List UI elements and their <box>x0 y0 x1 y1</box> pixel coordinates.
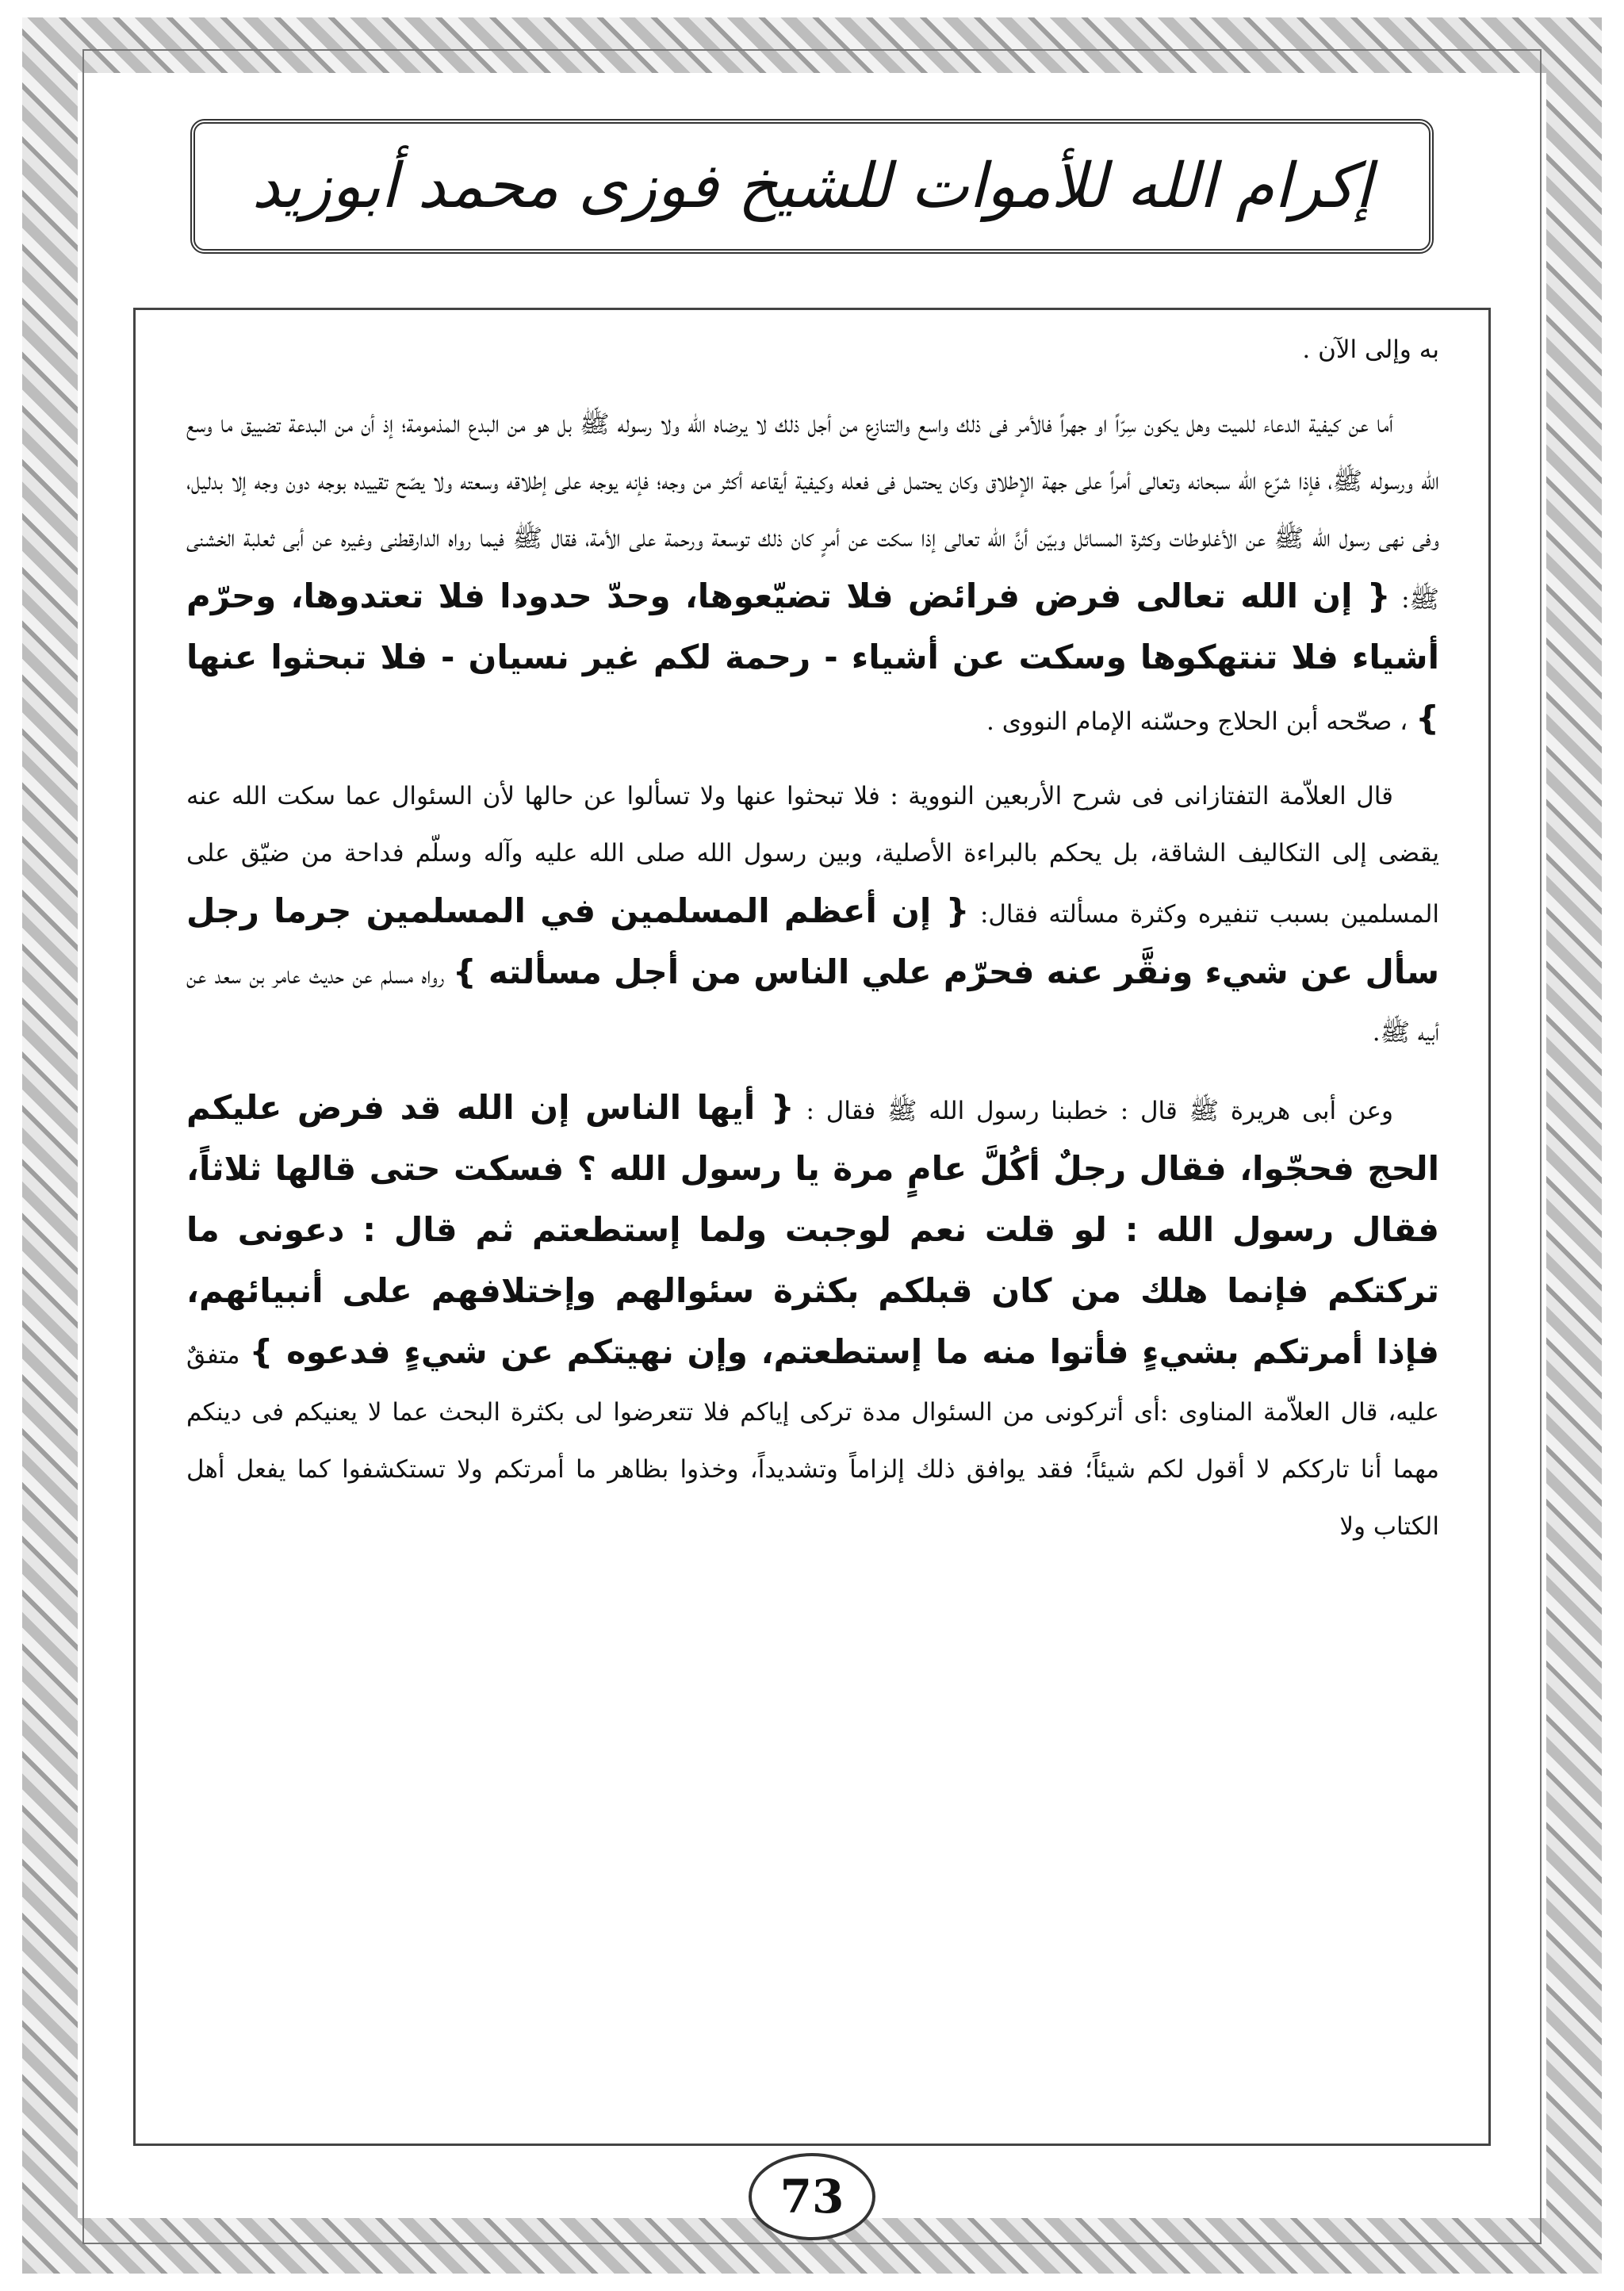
page-number-badge <box>749 2153 875 2240</box>
hadith-quote-1: { إن الله تعالى فرض فرائض فلا تضيّعوها، وحدّ حدودا فلا تعتدوها، وحرّم أشياء فلا تنتهكوها وسكت عن أشياء - رحمة لكم غير نسيان - فلا تبحثوا عنها } <box>186 577 1439 737</box>
paragraph-2-text: أما عن كيفية الدعاء للميت وهل يكون سِرّاً او جهراً فالأمر فى ذلك واسع والتنازع من أجل ذلك لا يرضاه الله ولا رسوله ﷺ بل هو من البدع المذمومة؛ إذ أن من البدعة تضييق ما وسع الله ورسوله ﷺ، فإذا شرّع الله سبحانه وتعالى أمراً على جهة الإطلاق وكان يحتمل فى فعله وكيفية أيقاعه أكثر من وجه؛ فإنه يوجه على إطلاقه وسعته ولا يصّح تقييده بوجه دون وجه إلا بدليل، وفى نهى رسول الله ﷺ عن الأغلوطات وكثرة المسائل وبيّن أنَّ الله تعالى إذا سكت عن أمرٍ كان ذلك توسعة ورحمة على الأمة، فقال ﷺ فيما رواه الدارقطنى وغيره عن أبى ثعلبة الخشنى ﷺ: <box>186 410 1440 614</box>
paragraph-4-text: وعن أبى هريرة ﷺ قال : خطبنا رسول الله ﷺ فقال : <box>806 1097 1393 1125</box>
paragraph-3-text: قال العلاّمة التفتازانى فى شرح الأربعين النووية : فلا تبحثوا عنها ولا تسألوا عن حالها لأن السئوال عما سكت الله عنه يقضى إلى التكاليف الشاقة، بل يحكم بالبراءة الأصلية، وبين رسول الله صلى الله عليه وآله وسلّم فداحة من ضيّق على المسلمين بسبب تنفيره وكثرة مسألته فقال: <box>186 782 1440 929</box>
page-body <box>186 321 1439 2026</box>
paragraph-4-commentary: متفقٌ عليه، قال العلاّمة المناوى :أى أتركونى من السئوال مدة تركى إياكم فلا تتعرضوا لى بكثرة البحث عما لا يعنيكم فى دينكم مهما أنا تارككم لا أقول لكم شيئاً؛ فقد يوافق ذلك إلزاماً وتشديداً، وخذوا بظاهر ما أمرتكم ولا تستكشفوا كما يفعل أهل الكتاب ولا <box>186 1341 1439 1541</box>
paragraph-1 <box>186 321 1439 378</box>
page-number: 73 <box>779 2170 845 2224</box>
page-title: إكرام الله للأموات للشيخ فوزى محمد أبوزيد <box>251 151 1373 222</box>
title-cartouche <box>190 119 1434 254</box>
hadith-quote-3: { أيها الناس إن الله قد فرض عليكم الحج فحجّوا، فقال رجلٌ أكُلَّ عامٍ مرة يا رسول الله ؟ فسكت حتى قالها ثلاثاً، فقال رسول الله : لو قلت نعم لوجبت ولما إستطعتم ثم قال : دعونى ما تركتكم فإنما هلك من كان قبلكم بكثرة سئوالهم وإختلافهم على أنبيائهم، فإذا أمرتكم بشيءٍ فأتوا منه ما إستطعتم، وإن نهيتكم عن شيءٍ فدعوه } <box>186 1088 1439 1371</box>
paragraph-3 <box>186 768 1439 1061</box>
paragraph-3-attribution: رواه مسلم عن حديث عامر بن سعد عن أبيه ﷺ. <box>186 961 1439 1047</box>
paragraph-2-attribution: ، صحّحه أبن الحلاج وحسّنه الإمام النووى . <box>986 707 1408 736</box>
paragraph-2 <box>186 396 1439 750</box>
hadith-quote-2: { إن أعظم المسلمين في المسلمين جرما رجل سأل عن شيء ونقَّر عنه فحرّم علي الناس من أجل مسألته } <box>186 891 1439 991</box>
paragraph-1-text: به وإلى الآن . <box>1302 335 1439 364</box>
paragraph-4 <box>186 1078 1439 1555</box>
